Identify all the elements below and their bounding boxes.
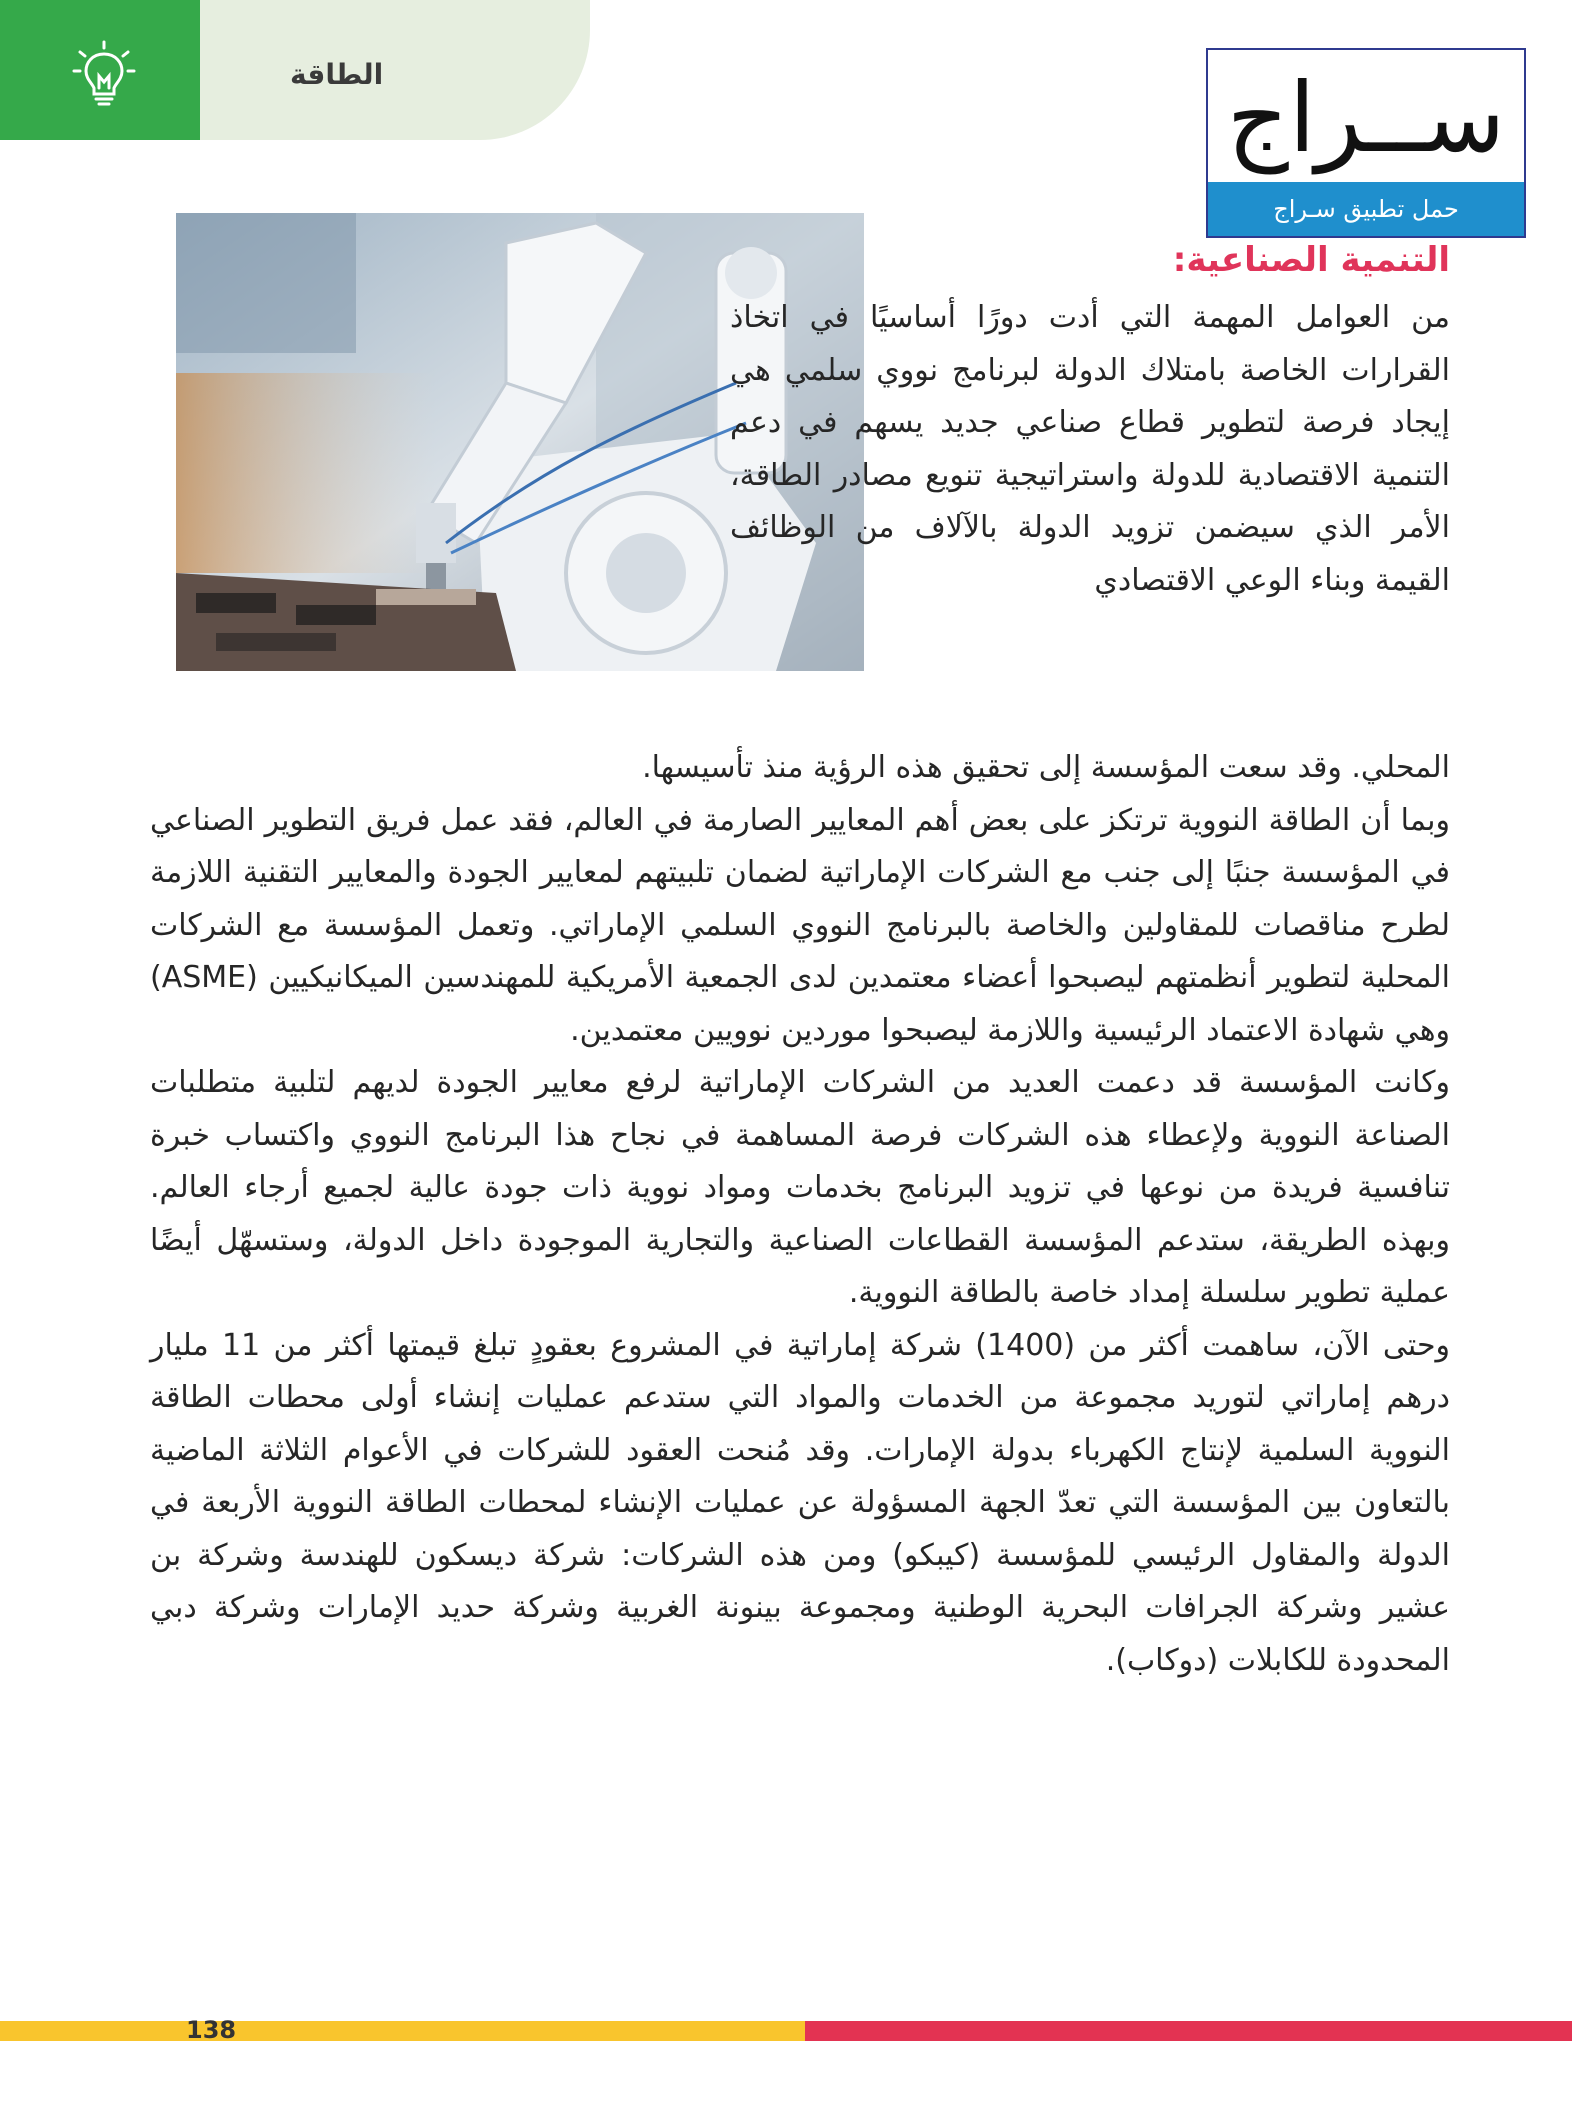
section-label: الطاقة xyxy=(290,58,384,91)
paragraph-group xyxy=(150,742,1450,1687)
paragraph-2: وبما أن الطاقة النووية ترتكز على بعض أهم المعايير الصارمة في العالم، فقد عمل فريق التطوير الصناعي في المؤسسة جنبًا إلى جنب مع الشركات الإماراتية لضمان تلبيتهم لمعايير الجودة والمعايير التقنية اللازمة لطرح مناقصات للمقاولين والخاصة بالبرنامج النووي السلمي الإماراتي. وتعمل المؤسسة مع الشركات المحلية لتطوير أنظمتهم ليصبحوا أعضاء معتمدين لدى الجمعية الأمريكية للمهندسين الميكانيكيين (ASME) وهي شهادة الاعتماد الرئيسية واللازمة ليصبحوا موردين نوويين معتمدين. xyxy=(150,802,1450,1048)
header-icon-block xyxy=(0,0,200,140)
footer-bar-red xyxy=(805,2021,1572,2041)
section-heading: التنمية الصناعية: xyxy=(1172,240,1450,280)
paragraph-1: من العوامل المهمة التي أدت دورًا أساسيًا في اتخاذ القرارات الخاصة بامتلاك الدولة لبرنامج نووي سلمي هي إيجاد فرصة لتطوير قطاع صناعي جديد يسهم في دعم التنمية الاقتصادية للدولة واستراتيجية تنويع مصادر الطاقة، الأمر الذي سيضمن تزويد الدولة بالآلاف من الوظائف القيمة وبناء الوعي الاقتصادي xyxy=(730,300,1450,598)
paragraph-1-continued: المحلي. وقد سعت المؤسسة إلى تحقيق هذه الرؤية منذ تأسيسها. xyxy=(642,750,1450,785)
logo-word: ســراج xyxy=(1226,62,1506,174)
paragraph-4: وحتى الآن، ساهمت أكثر من (1400) شركة إماراتية في المشروع بعقودٍ تبلغ قيمتها أكثر من 11 مليار درهم إماراتي لتوريد مجموعة من الخدمات والمواد التي ستدعم عمليات إنشاء أولى محطات الطاقة النووية السلمية لإنتاج الكهرباء بدولة الإمارات. وقد مُنحت العقود للشركات في الأعوام الثلاثة الماضية بالتعاون بين المؤسسة التي تعدّ الجهة المسؤولة عن عمليات الإنشاء لمحطات الطاقة النووية الأربعة في الدولة والمقاول الرئيسي للمؤسسة (كيبكو) ومن هذه الشركات: شركة ديسكون للهندسة وشركة بن عشير وشركة الجرافات البحرية الوطنية ومجموعة بينونة الغربية وشركة حديد الإمارات وشركة دبي المحدودة للكابلات (دوكاب). xyxy=(150,1327,1450,1678)
page-number: 138 xyxy=(186,2016,237,2044)
siraj-logo xyxy=(1206,48,1526,238)
paragraph-3: وكانت المؤسسة قد دعمت العديد من الشركات الإماراتية لرفع معايير الجودة لديهم لتلبية متطلبات الصناعة النووية ولإعطاء هذه الشركات فرصة المساهمة في نجاح هذا البرنامج النووي واكتساب خبرة تنافسية فريدة من نوعها في تزويد البرنامج بخدمات ومواد نووية ذات جودة عالية لجميع أرجاء العالم. وبهذه الطريقة، ستدعم المؤسسة القطاعات الصناعية والتجارية الموجودة داخل الدولة، وستسهّل أيضًا عملية تطوير سلسلة إمداد خاصة بالطاقة النووية. xyxy=(150,1065,1450,1310)
lightbulb-icon xyxy=(72,40,136,110)
footer-bar-yellow xyxy=(0,2021,805,2041)
logo-tagline: حمل تطبيق سـراج xyxy=(1208,182,1524,236)
